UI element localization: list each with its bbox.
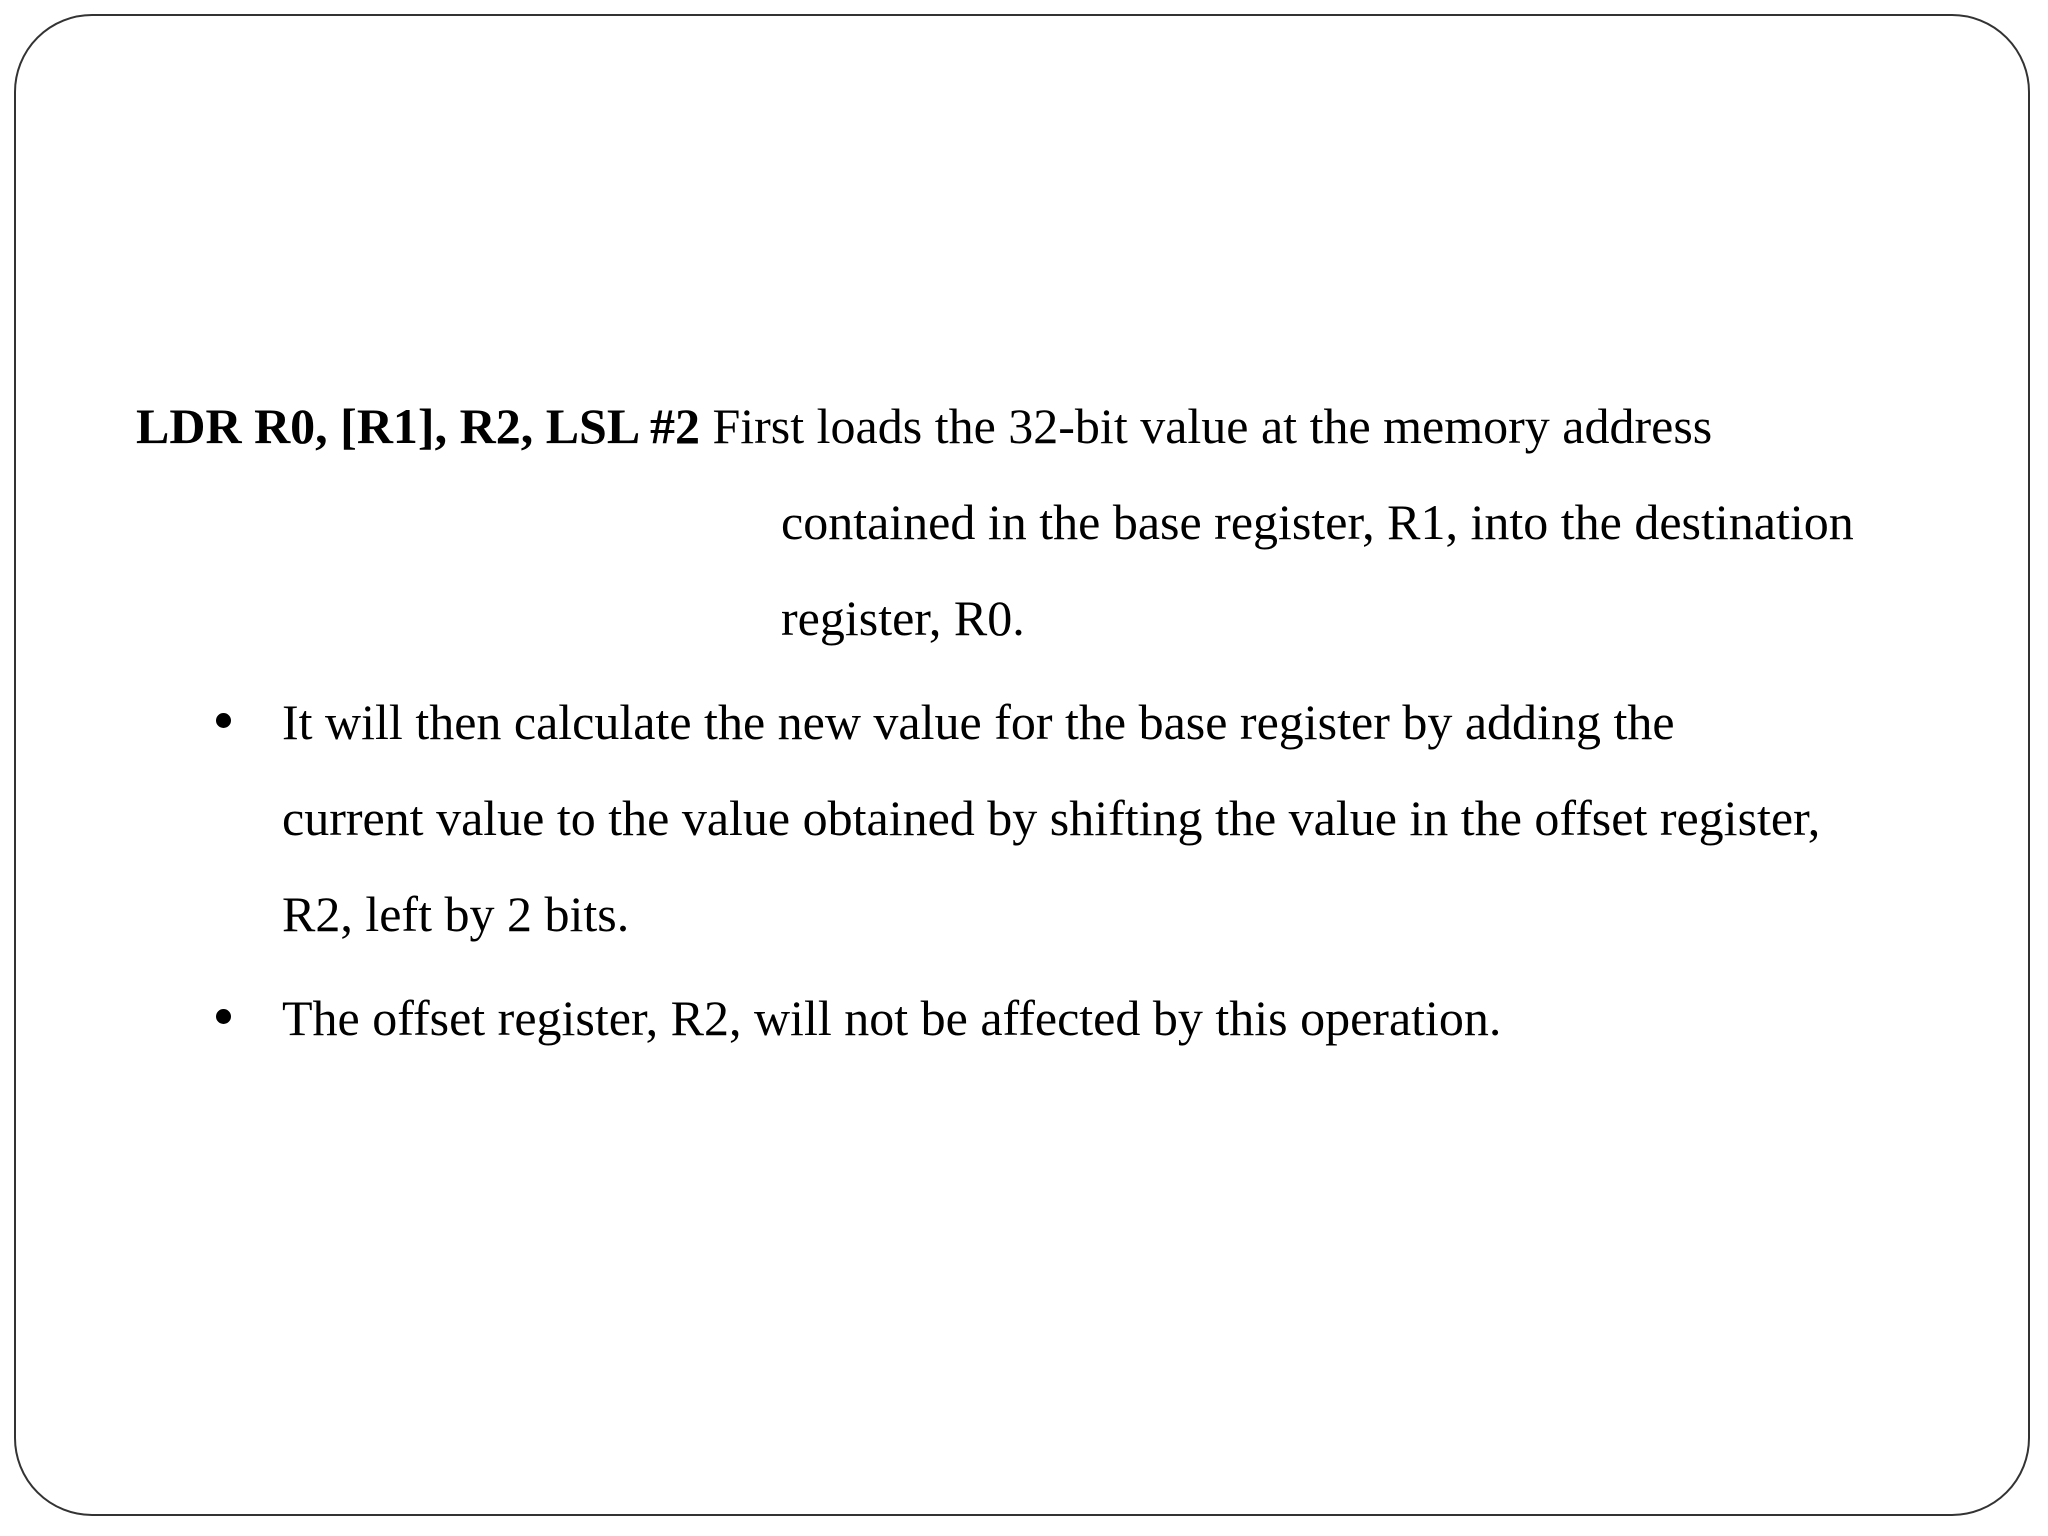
bullet-dot — [216, 1009, 246, 1039]
instruction-code: LDR R0, [R1], R2, LSL #2 — [136, 398, 700, 454]
bullet-2-line-1: The offset register, R2, will not be affected by this operation. — [282, 990, 1502, 1046]
description-line-3: register, R0. — [781, 590, 1025, 646]
description-line-1: First loads the 32-bit value at the memory address — [712, 398, 1713, 454]
bullet-1-line-1: It will then calculate the new value for the base register by adding the — [282, 694, 1675, 750]
bullet-1-line-3: R2, left by 2 bits. — [282, 886, 630, 942]
bullet-1-line-2: current value to the value obtained by shifting the value in the offset register, — [282, 790, 1821, 846]
description-line-2: contained in the base register, R1, into the destination — [781, 494, 1854, 550]
bullet-dot — [216, 713, 246, 743]
instruction-row — [136, 378, 2016, 474]
